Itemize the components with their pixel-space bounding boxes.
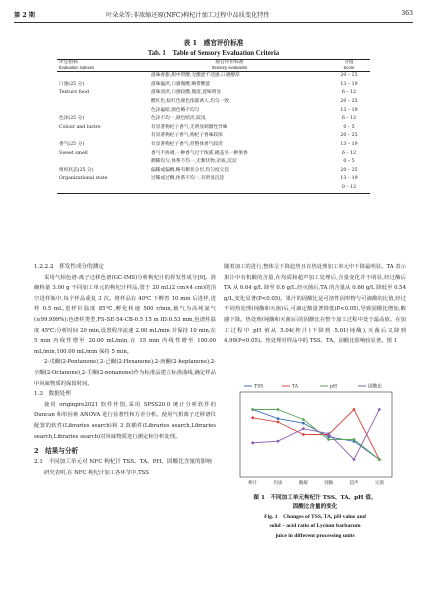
x-tick-label: 均质 [273,481,283,486]
data-point [302,418,305,421]
row-score: 20 – 25 [340,98,358,104]
table-row [57,133,370,142]
legend-label: 固酸比 [368,384,382,390]
row-index [57,158,131,167]
row-index: Texture food [59,90,89,96]
table-row [57,90,370,99]
row-index [57,133,131,142]
data-point [302,433,305,436]
data-point [302,427,305,430]
row-criterion: 有显著枸杞子香气,枸杞子香味较浓 [151,133,223,139]
row-criterion: 有显著枸杞子香气,但整体香气较淡 [151,141,223,147]
row-score: 13 – 19 [340,176,358,182]
right-column [224,262,406,347]
data-point [277,417,280,420]
row-index: 组织状态(25 分) [59,167,94,173]
x-tick-label: 超声 [349,481,359,486]
header-score-en: Score [343,64,355,70]
row-criterion: 滋味香甜,甜中带酸,无酸涩不适感,口感醇厚 [151,73,240,79]
table-row [57,98,370,107]
header-index-en: Evaluation indexes [59,64,95,70]
x-tick-label: 钝酶 [324,481,334,486]
table-row [57,175,370,184]
paragraph-results-start: 研究表明,在 NFC 枸杞汁加工各环节中,TSS [44,469,149,476]
row-index: Sweet smell [59,150,88,156]
row-criterion: 色泽不均一,颜色暗淡,较浅 [151,116,206,122]
table-row [57,167,370,176]
row-score: 0 – 12 [341,184,357,190]
header-criterion [131,60,328,72]
table-row [57,72,370,81]
row-criterion: 滋味清淡,口感较酸,微涩,涩味明显 [151,90,222,96]
paragraph-results-continued: 随着加工的进行,整体呈下降趋势且在热处理加工单元中下降最明显。TA 表示果汁中有机酸的含量,在均质和超声加工处理后,含量变化并不明显,经过酶后 TA 从 0.64 g/L 降至 0.6 g/L,经灭菌后,TA 的含量从 0.66 g/L 降低至 0.54 g/L,变化显著(P<0.05)。果汁的固酸比是可溶性固形物与可滴酸的比值,经过不同热处理(钝酶和灭菌)后,可滴定酸量著降低(P<0.05),导致固酸比增加,酸感下降。热处理(钝酶和灭菌)后的固酸比在整个加工过程中处于最高值。在加工过程中 pH 值从 5.04(榨汁)下降到 5.01(钝酶),灭菌后又降到 4.99(P<0.05)。热处理对样品中的 TSS、TA、固酸比影响较显著。图 1 [224,264,406,345]
row-index [57,107,131,116]
row-index: Organizational state [59,176,108,182]
figure-caption-cn-2: 固酸比含量的变化 [292,504,338,511]
header-score [328,60,370,72]
figure-caption-en-3: juice in different processing units [275,532,355,539]
row-score: 13 – 19 [340,81,358,87]
row-score: 0 – 5 [343,124,355,130]
table-row [57,124,370,133]
subsection-21-heading: 2.1 不同加工单元对 NFC 枸杞汁 TSS、TA、PH、固酸比含量的影响 [34,459,212,466]
table-caption-en: Tab. 1 Table of Sensory Evaluation Criteria [147,50,280,57]
data-point [378,408,381,411]
x-tick-label: 酶解 [298,481,308,486]
subsection-13-heading: 1.3 数据处理 [34,391,71,398]
table-caption-cn: 表 1 感官评价标准 [183,39,244,47]
data-point [251,441,254,444]
header-score-cn: 分值 [344,60,354,65]
data-point [277,421,280,424]
legend-label: TA [292,384,299,390]
paragraph-volatiles: 采用气相色谱-离子迁移色谱(GC-IMS)分析枸杞汁的挥发性成分[9]。准确称量 3.00 g 不同加工单元的枸杞汁样品,置于 20 mL(2 cm×4 cm)的顶空进样瓶中,每个样品重复 3 次。将样品在 40℃ 下孵育 10 min 后进样,进样 0.5 mL,进样针温度 85℃,孵化转速 500 r/min,载气为高纯氮气(≥99.999%);色谱柱类型,FS-SE-54-CB-0.5 15 m ID:0.53 mm,色谱柱温度 45℃;分析时间 20 min,设置程序流速 2.00 mL/min 并保持 10 min,在 5 min 内线性增至 20.00 mL/min,在 15 min 内线性增至 100.00 mL/min,100.00 mL/min 保持 5 min。 [34,274,216,355]
figure-1-chart [224,376,406,491]
data-point [353,408,356,411]
table-row [57,158,370,167]
row-score: 13 – 19 [340,107,358,113]
row-criterion: 滋味偏淡,口感微酸,略带酸涩 [151,81,211,87]
row-criterion: 香气不协调,一种香气过于浓郁,掩盖另一种果香 [151,150,248,156]
table-row [57,184,370,193]
row-score: 6 – 12 [341,150,357,156]
subsection-1222-heading: 1.2.2.2 挥发性成分的测定 [34,264,104,270]
page-number: 363 [401,10,413,17]
figure-1-caption [224,494,406,541]
x-tick-label: 榨汁 [248,481,258,486]
row-criterion: 过稀或过稠,体系不均一,有明显沉淀 [151,176,225,182]
figure-caption-en-2: solid – acid ratio of Lycium barbarum [269,523,361,530]
data-point [378,458,381,461]
header-criterion-en: Sensory evaluation [211,64,248,70]
row-score: 6 – 12 [341,116,357,122]
header-criterion-cn: 感官评价标准 [215,60,244,65]
legend-label: TSS [254,384,264,390]
table-row [57,141,370,150]
row-criterion: 酸红色,棕红色颜色浓郁诱人,均匀一致 [151,98,229,104]
table-header-row [57,60,370,72]
running-header [14,10,413,22]
data-point [353,438,356,441]
paragraph-data-processing: 使用 originpro2021 软件作图,采用 SPSS20.0 统计分析软件的 Duncan 和单因素 ANOVA 进行显著性和方差分析。使用气相离子迁移谱仪配置的软件(Libraries search)和 3 款插件(Libraries search,Libraries search,Libraries search)对风味物质进行测定和分析处理。 [34,401,216,440]
row-score: 13 – 19 [340,141,358,147]
data-point [277,408,280,411]
data-point [302,422,305,425]
row-index: 色泽(25 分) [59,116,85,122]
figure-1 [224,376,406,491]
table-row [57,81,370,90]
row-criterion: 稠稀均匀,体系不均一,无絮状物,杂质,沉淀 [151,159,237,165]
data-point [251,416,254,419]
section-2-heading: 2 结果与分析 [34,447,79,456]
row-score: 20 – 25 [340,167,358,173]
table-row [57,107,370,116]
legend-label: pH [330,384,337,390]
figure-caption-en-1: Fig. 1 Changes of TSS, TA, pH value and [264,513,366,520]
series-line-1 [253,410,380,460]
row-criterion: 有显著枸杞子香气,无明显刺激性异味 [151,124,228,130]
figure-caption-cn-1: 图 1 不同加工单元枸杞汁 TSS、TA、pH 值、 [253,495,377,501]
header-index-cn: 评定指标 [59,60,78,65]
data-point [277,440,280,443]
table-body [57,72,370,193]
header-rule [14,22,413,23]
row-criterion: 偏稀或偏稠,略有絮状分层,均匀度欠佳 [151,167,229,173]
data-point [327,438,330,441]
issue-number: 第 2 期 [14,12,35,19]
row-index [57,72,131,81]
row-score: 20 – 25 [340,133,358,139]
table-row [57,115,370,124]
data-point [327,432,330,435]
row-score: 0 – 5 [343,159,355,165]
left-column [34,262,216,478]
row-index: Colour and lustre [59,124,101,130]
row-index [57,184,131,193]
paragraph-standards: 2-戊酮(2-Pentanone),2-己酮(2-Hexanone),2-庚酮(2-heptanone),2-辛酮(2-Octanone),2-壬酮(2-nonanone)作为标准品建立标准曲线,确定样品中风味物质的保留时间。 [34,359,216,387]
running-title: 叶朵朵等:非浓缩还原(NFC)枸杞汁加工过程中品质变化特性 [106,12,270,19]
row-score: 6 – 12 [341,90,357,96]
data-point [251,408,254,411]
sensory-table [57,59,370,194]
row-criterion: 色泽偏暗,颜色略不均匀 [151,107,200,113]
table-row [57,150,370,159]
row-index: 口感(25 分) [59,81,85,87]
x-tick-label: 灭菌 [374,481,384,486]
header-index [57,60,131,72]
data-point [353,458,356,461]
row-score: 20 – 25 [340,73,358,79]
row-index: 香气(25 分) [59,141,85,147]
row-index [57,98,131,107]
row-criterion [131,184,328,193]
